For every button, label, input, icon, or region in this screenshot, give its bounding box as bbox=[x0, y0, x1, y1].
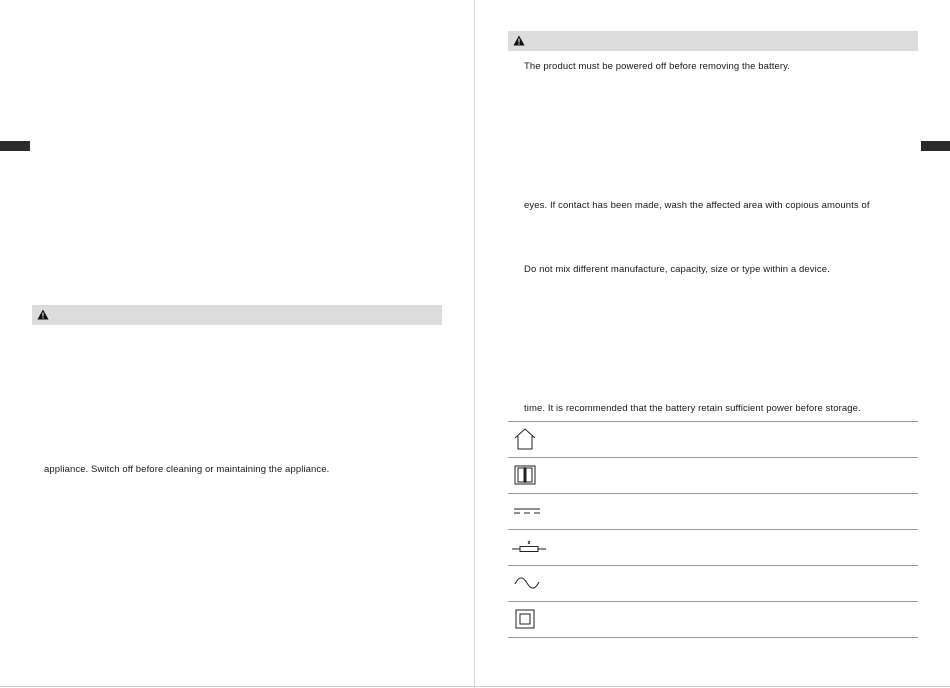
symbol-row-ac bbox=[508, 565, 918, 601]
left-page-tab-marker bbox=[0, 141, 30, 151]
symbol-row-double-insulation bbox=[508, 601, 918, 638]
left-warning-bar bbox=[32, 305, 442, 325]
warning-triangle-icon bbox=[37, 309, 49, 320]
page-divider bbox=[474, 0, 475, 688]
left-safety-text: appliance. Switch off before cleaning or maintaining the appliance. bbox=[44, 464, 330, 475]
alternating-current-icon bbox=[512, 571, 542, 595]
symbol-row-manual bbox=[508, 457, 918, 493]
fuse-icon bbox=[512, 535, 546, 559]
right-warning-bar bbox=[508, 31, 918, 51]
right-page-tab-marker bbox=[921, 141, 950, 151]
battery-mix-line: Do not mix different manufacture, capacity, size or type within a device. bbox=[524, 264, 830, 275]
battery-warning-line: The product must be powered off before removing the battery. bbox=[524, 61, 790, 72]
symbol-table bbox=[508, 421, 918, 638]
symbol-row-house bbox=[508, 421, 918, 457]
symbol-row-fuse bbox=[508, 529, 918, 565]
eye-contact-line: eyes. If contact has been made, wash the affected area with copious amounts of bbox=[524, 200, 870, 211]
storage-line: time. It is recommended that the battery retain sufficient power before storage. bbox=[524, 403, 861, 414]
warning-triangle-icon bbox=[513, 35, 525, 46]
bottom-rule bbox=[0, 686, 950, 687]
direct-current-icon bbox=[512, 499, 542, 523]
manual-book-icon bbox=[512, 463, 538, 487]
house-icon bbox=[512, 427, 538, 451]
double-insulation-icon bbox=[512, 607, 538, 631]
symbol-row-dc bbox=[508, 493, 918, 529]
